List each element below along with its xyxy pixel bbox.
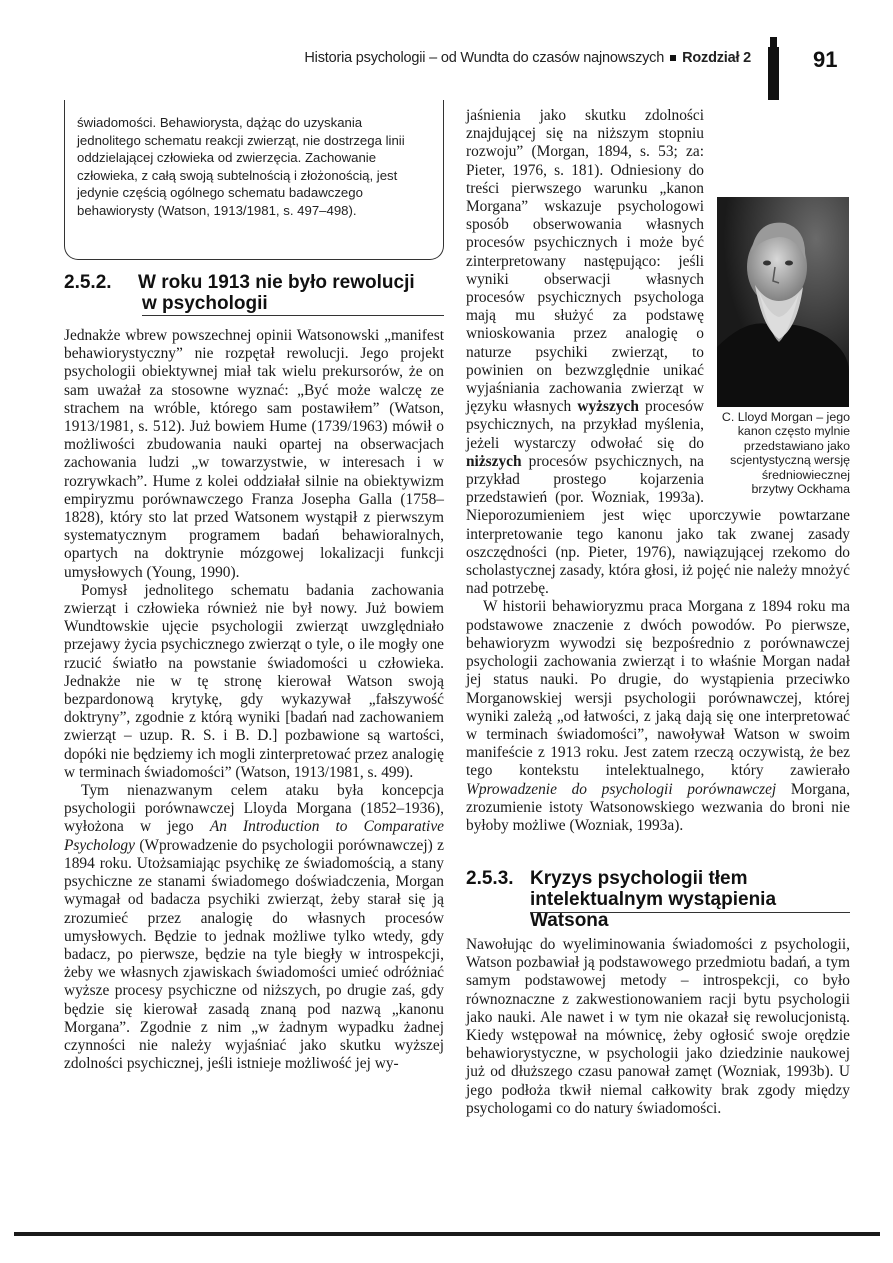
page-number: 91	[813, 47, 838, 72]
emphasis: wyższych	[577, 398, 639, 416]
running-head	[304, 50, 751, 66]
section-number: 2.5.2.	[64, 272, 112, 293]
square-bullet-icon	[670, 55, 676, 61]
text-run: procesów psychicznych, na przykład myślenia, jeżeli wystarczy odwołać się do	[466, 398, 704, 452]
quote-box-text: świadomości. Behawiorysta, dążąc do uzyskania jednolitego schematu reakcji zwierząt, nie dostrzega linii oddzielającej człowieka od zwierzęcia. Zachowanie człowieka, z całą swoją subtelnością i złożonością, jest jedynie częścią ogólnego schematu badawczego behawiorysty (Watson, 1913/1981, s. 497–498).	[77, 115, 405, 218]
emphasis: niższych	[466, 452, 522, 470]
chapter-label: Rozdział 2	[682, 50, 751, 66]
section-heading-2-5-2	[64, 272, 444, 314]
text-run: jaśnienia jako skutku zdolności znajdującej się na niższym stopniu rozwoju” (Morgan, 1894, s. 53; za: Pieter, 1976, s. 181). Odniesiony do treści pierwszego warunku „kanon Morgana” wskazuje psychologowi sposób obserwowania własnych procesów psychicznych i może być zinterpretowany następująco: jeśli wyniki obserwacji własnych procesów psychicznych psychologa mają mu służyć za podstawę wnioskowania przez analogię o naturze psychiki zwierząt, to powinien on bezwzględnie unikać wyjaśniania zachowania zwierząt w języku własnych	[466, 107, 704, 416]
heading-underline	[142, 315, 444, 316]
text-run: Morgana, zrozumienie istoty Watsonowskiego wezwania do broni nie byłoby możliwe (Wozniak, 1993a).	[466, 780, 850, 834]
right-column-lower	[466, 936, 850, 1118]
header-bar	[768, 47, 779, 100]
quote-box	[64, 100, 444, 260]
left-column	[64, 327, 444, 1073]
paragraph	[466, 107, 850, 598]
book-title: An Introduction to Comparative Psychology	[64, 818, 444, 854]
paragraph	[466, 598, 850, 835]
section-title-line2: intelektualnym wystąpienia Watsona	[530, 889, 777, 931]
section-heading-2-5-3	[466, 868, 850, 931]
page-header	[0, 47, 893, 75]
section-title-line2: w psychologii	[142, 293, 268, 314]
paragraph: Pomysł jednolitego schematu badania zachowania zwierząt i człowieka również nie był nowy. Już bowiem Wundtowskie ujęcie psychologii zwierząt uwzględniało przejawy życia psychicznego zwierząt o tyle, o ile mogły one rzucić światło na powstanie świadomości u człowieka. Jednakże nie w tę stronę kierował Watson swoją bezpardonową krytykę, gdy wykazywał „fałszywość doktryny”, zgodnie z którą wyniki [badań nad zachowaniem zwierząt – uzup. R. S. i B. D.] pozbawione są wartości, dopóki nie będziemy ich mogli zinterpretować przez analogię w terminach świadomości” (Watson, 1913/1981, s. 499).	[64, 581, 444, 781]
text-run: W historii behawioryzmu praca Morgana z 1894 roku ma podstawowe znaczenie z dwóch powodów. Po pierwsze, behawioryzm wywodzi się bezpośrednio z porównawczej psychologii zachowania zwierząt i to właśnie Morgan nadał jej status nauki. Po drugie, do wystąpienia przeciwko Morganowskiej wersji psychologii porównawczej, której wyniki zależą „od łatwości, z jaką dają się one interpretować w terminach świadomości”, nawoływał Watson w swoim manifeście z 1913 roku. Jest zatem rzeczą oczywistą, że bez tego kontekstu intelektualnego, który zawierało	[466, 598, 850, 780]
section-number: 2.5.3.	[466, 868, 514, 889]
paragraph: Nawołując do wyeliminowania świadomości z psychologii, Watson pozbawiał ją podstawowego przedmiotu badań, a tym samym podstawowej metody – introspekcji, co było równoznaczne z zakwestionowaniem racji bytu psychologii jako nauki. Ale nawet i w tym nie okazał się rewolucjonistą. Kiedy wstępował na mównicę, żeby ogłosić swoje orędzie behawiorystyczne, w psychologii jako dziedzinie naukowej już od dłuższego czasu panował zamęt (Wozniak, 1993b). U jego podłoża tkwił niemal całkowity brak zgody między psychologami co do natury świadomości.	[466, 936, 850, 1117]
paragraph	[64, 782, 444, 1073]
paragraph: Jednakże wbrew powszechnej opinii Watsonowski „manifest behawiorystyczny” nie rozpętał rewolucji. Jego projekt psychologii obiektywnej miał tak wielu prekursorów, że on sam uważał za stosowne wyznać: „Być może walczę ze strachem na wróble, którego sam postawiłem” (Watson, 1913/1981, s. 512). Już bowiem Hume (1739/1963) mówił o możliwości zbudowania nauki opartej na obserwacjach zachowania ludzi „w towarzystwie, w interesach i w rozrywkach”. Hume z kolei oddziałał silnie na obiektywizm empiryzmu porównawczego Franza Josepha Galla (1758–1828), który sto lat przed Watsonem wystąpił z pierwszym systematycznym programem badań behawioralnych, opartych na doktrynie mózgowej lokalizacji funkcji umysłowych (Young, 1990).	[64, 327, 444, 581]
text-run: (Wprowadzenie do psychologii porównawczej) z 1894 roku. Utożsamiając psychikę ze świadomością, a stany psychiczne ze stanami świadomego doświadczenia, Morgan wymagał od badacza psychiki zwierząt, żeby starał się ją zrozumieć przez analogię do własnych procesów umysłowych. Będzie to jednak możliwe tylko wtedy, gdy badacz, po pierwsze, będzie na tyle biegły w introspekcji, żeby we własnych zjawiskach świadomości umieć odróżniać wyższe procesy psychiczne od niższych, po drugie zaś, gdy będzie się kierował zasadą znaną pod nazwą „kanonu Morgana”. Zgodnie z nim „w żadnym wypadku żadnej czynności nie należy wyjaśniać jako skutku wyższej zdolności psychicznej, jeśli istnieje możliwość jej wy-	[64, 836, 444, 1073]
text-run: procesów psychicznych, na przykład prostego kojarzenia przedstawień (por. Wozniak, 1993a). Nieporozumieniem jest więc uporczywie powtarzane interpretowanie tego kanonu jako tak zwanej zasady oszczędności (np. Pieter, 1976), nawiązującej rzekomo do scholastycznej zasady, która głosi, iż pojęć nie należy mnożyć nad potrzebę.	[466, 452, 850, 598]
running-title: Historia psychologii – od Wundta do czasów najnowszych	[304, 50, 665, 66]
heading-underline	[530, 912, 850, 913]
right-column	[466, 107, 850, 835]
bottom-rule	[14, 1232, 880, 1236]
text-run: Tym nienazwanym celem ataku była koncepcja psychologii porównawczej Lloyda Morgana (1852–1936), wyłożona w jego	[64, 782, 444, 836]
section-title-line1: W roku 1913 nie było rewolucji	[138, 272, 415, 293]
section-title-line1: Kryzys psychologii tłem	[530, 868, 748, 889]
book-title: Wprowadzenie do psychologii porównawczej	[466, 780, 777, 798]
figure-caption: C. Lloyd Morgan – jego kanon często mylnie przedstawiano jako scjentystyczną wersję średniowiecznej brzytwy Ockhama	[721, 410, 850, 497]
